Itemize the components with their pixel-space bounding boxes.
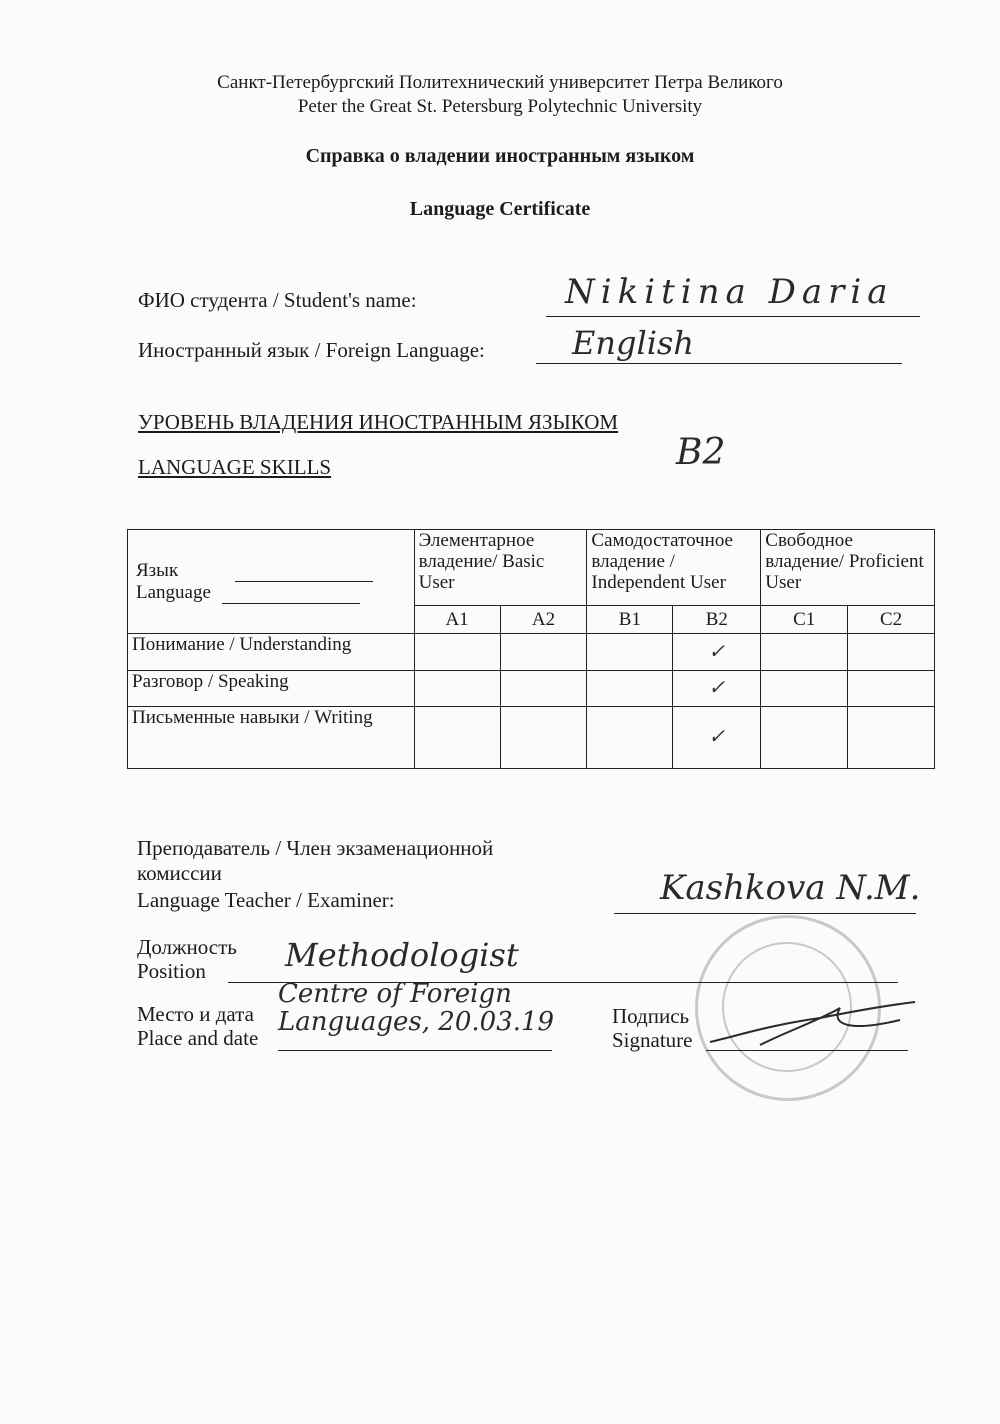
language-label-en: Language	[136, 581, 211, 603]
student-name-value: Nikitina Daria	[565, 272, 894, 312]
mark-cell	[761, 707, 848, 769]
place-date-value-line2: Languages, 20.03.19	[278, 1007, 555, 1037]
certificate-title-ru: Справка о владении иностранным языком	[305, 145, 695, 167]
examiner-value: Kashkova N.M.	[660, 868, 921, 908]
place-date-line	[278, 1050, 552, 1051]
mark-cell	[500, 634, 587, 671]
examiner-label-en: Language Teacher / Examiner:	[137, 888, 395, 912]
level-c1: C1	[761, 606, 848, 634]
mark-cell	[414, 671, 500, 707]
table-row	[128, 634, 935, 671]
level-a1: A1	[414, 606, 500, 634]
mark-cell	[500, 671, 587, 707]
mark-cell	[414, 707, 500, 769]
mark-cell	[848, 707, 935, 769]
check-mark: ✓	[673, 707, 761, 769]
position-label-en: Position	[137, 959, 206, 983]
language-label-ru: Язык	[136, 559, 179, 581]
foreign-language-line	[536, 363, 902, 364]
language-header-cell	[128, 530, 415, 634]
place-date-label-ru: Место и дата	[137, 1002, 254, 1026]
language-blank-line-2	[222, 582, 360, 604]
mark-cell	[587, 634, 673, 671]
mark-cell	[587, 707, 673, 769]
position-label	[137, 935, 237, 983]
examiner-label-ru-2: комиссии	[137, 861, 222, 885]
examiner-label-ru-1: Преподаватель / Член экзаменационной	[137, 836, 494, 860]
university-name-en: Peter the Great St. Petersburg Polytechnic University	[297, 96, 703, 117]
place-date-label-en: Place and date	[137, 1026, 259, 1050]
signature-label-ru: Подпись	[612, 1004, 690, 1028]
university-name-ru: Санкт-Петербургский Политехнический университет Петра Великого	[217, 72, 783, 93]
mark-cell	[761, 671, 848, 707]
row-label-understanding: Понимание / Understanding	[128, 634, 415, 671]
group-proficient-user: Свободное владение/ Proficient User	[761, 530, 935, 606]
examiner-line	[614, 913, 916, 914]
position-value: Methodologist	[285, 936, 519, 974]
position-label-ru: Должность	[137, 935, 237, 959]
foreign-language-label: Иностранный язык / Foreign Language:	[138, 338, 485, 362]
table-row	[128, 707, 935, 769]
signature-label	[612, 1004, 692, 1052]
language-skills-table	[127, 529, 935, 769]
level-b1: B1	[587, 606, 673, 634]
mark-cell	[848, 634, 935, 671]
handwritten-signature-icon	[700, 990, 920, 1060]
table-row	[128, 671, 935, 707]
skills-heading-ru: УРОВЕНЬ ВЛАДЕНИЯ ИНОСТРАННЫМ ЯЗЫКОМ	[138, 410, 619, 434]
mark-cell	[500, 707, 587, 769]
check-mark: ✓	[673, 634, 761, 671]
foreign-language-value: English	[572, 324, 694, 362]
mark-cell	[587, 671, 673, 707]
signature-label-en: Signature	[612, 1028, 693, 1052]
group-independent-user: Самодостаточное владение / Independent User	[587, 530, 761, 606]
certificate-title-en: Language Certificate	[409, 198, 591, 220]
mark-cell	[414, 634, 500, 671]
group-basic-user: Элементарное владение/ Basic User	[414, 530, 587, 606]
language-blank-line-1	[235, 560, 373, 582]
row-label-speaking: Разговор / Speaking	[128, 671, 415, 707]
student-name-label: ФИО студента / Student's name:	[138, 288, 417, 312]
student-name-line	[546, 316, 920, 317]
place-date-value	[278, 980, 554, 1036]
mark-cell	[848, 671, 935, 707]
level-c2: C2	[848, 606, 935, 634]
skills-heading-en: LANGUAGE SKILLS	[138, 455, 332, 479]
mark-cell	[761, 634, 848, 671]
check-mark: ✓	[673, 671, 761, 707]
overall-level-handwritten: B2	[676, 432, 726, 473]
place-date-value-line1: Centre of Foreign	[278, 979, 512, 1009]
level-a2: A2	[500, 606, 587, 634]
row-label-writing: Письменные навыки / Writing	[128, 707, 415, 769]
place-date-label	[137, 1002, 258, 1050]
level-b2: B2	[673, 606, 761, 634]
